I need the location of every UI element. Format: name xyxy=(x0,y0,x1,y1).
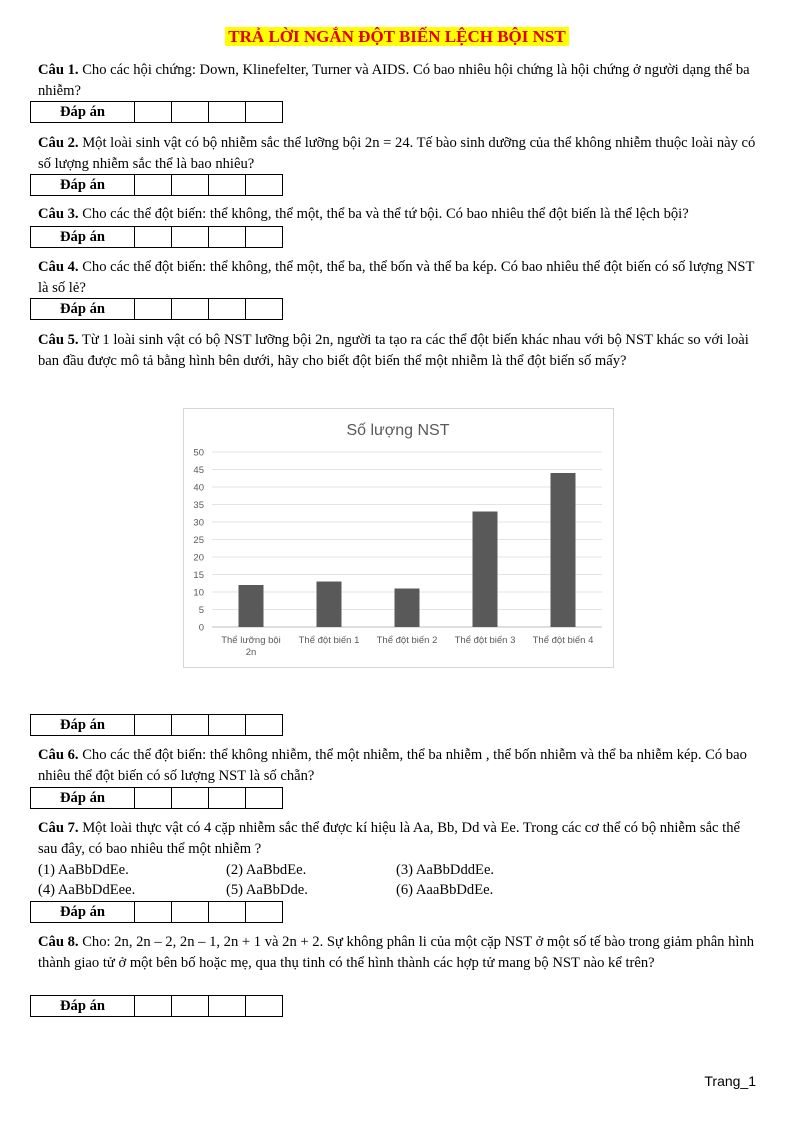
answer-cell[interactable] xyxy=(246,227,283,248)
page-title-wrap xyxy=(0,27,794,47)
option-5: (5) AaBbDde. xyxy=(226,882,308,898)
answer-cell[interactable] xyxy=(135,102,172,123)
bar xyxy=(395,589,420,628)
y-tick-label: 10 xyxy=(193,587,204,599)
answer-cell[interactable] xyxy=(172,102,209,123)
question-7 xyxy=(38,818,760,860)
answer-cell[interactable] xyxy=(246,902,283,923)
chart-title: Số lượng NST xyxy=(346,422,450,439)
y-tick-label: 5 xyxy=(198,605,204,616)
page-footer: Trang_1 xyxy=(704,1073,756,1089)
option-2: (2) AaBbdEe. xyxy=(226,862,307,878)
answer-label: Đáp án xyxy=(31,175,135,196)
option-6: (6) AaaBbDdEe. xyxy=(396,882,494,898)
answer-cell[interactable] xyxy=(172,788,209,809)
question-1 xyxy=(38,60,760,102)
question-number: Câu 3. xyxy=(38,206,79,222)
answer-cell[interactable] xyxy=(135,788,172,809)
answer-cell[interactable] xyxy=(209,715,246,736)
question-3 xyxy=(38,204,760,225)
y-tick-label: 20 xyxy=(193,552,204,564)
answer-cell[interactable] xyxy=(246,102,283,123)
answer-cell[interactable] xyxy=(246,788,283,809)
answer-cell[interactable] xyxy=(246,175,283,196)
y-tick-label: 45 xyxy=(193,465,204,476)
question-2 xyxy=(38,133,760,175)
answer-box-7 xyxy=(30,901,283,923)
option-3: (3) AaBbDddEe. xyxy=(396,862,495,878)
answer-cell[interactable] xyxy=(209,227,246,248)
question-4 xyxy=(38,257,760,299)
x-tick-label: Thể đột biến 1 xyxy=(298,635,360,646)
answer-cell[interactable] xyxy=(172,299,209,320)
answer-cell[interactable] xyxy=(172,902,209,923)
answer-label: Đáp án xyxy=(31,299,135,320)
y-tick-label: 50 xyxy=(193,447,204,459)
x-tick-label: Thể lưỡng bội 2n xyxy=(221,635,281,658)
answer-cell[interactable] xyxy=(209,902,246,923)
page-title: TRẢ LỜI NGẮN ĐỘT BIẾN LỆCH BỘI NST xyxy=(225,27,568,46)
question-8 xyxy=(38,932,760,974)
chromosome-count-chart xyxy=(183,408,614,668)
question-number: Câu 7. xyxy=(38,820,79,836)
question-text: Cho các thể đột biến: thể không, thể một, thể ba và thể tứ bội. Có bao nhiêu thể đột biến là thể lệch bội? xyxy=(78,206,689,222)
y-tick-label: 30 xyxy=(193,517,204,529)
question-number: Câu 6. xyxy=(38,747,79,763)
y-tick-label: 0 xyxy=(198,622,204,634)
bar xyxy=(473,512,498,628)
answer-cell[interactable] xyxy=(209,299,246,320)
answer-box-5 xyxy=(30,714,283,736)
y-tick-label: 25 xyxy=(193,535,204,546)
question-text: Cho các hội chứng: Down, Klinefelter, Turner và AIDS. Có bao nhiêu hội chứng là hội chứng ở người dạng thể ba nhiễm? xyxy=(38,62,750,99)
question-text: Một loài thực vật có 4 cặp nhiễm sắc thể được kí hiệu là Aa, Bb, Dd và Ee. Trong các cơ thể có bộ nhiễm sắc thể sau đây, có bao nhiêu thể một nhiễm ? xyxy=(38,820,740,857)
answer-box-6 xyxy=(30,787,283,809)
question-number: Câu 5. xyxy=(38,332,79,348)
answer-label: Đáp án xyxy=(31,996,135,1017)
answer-box-4 xyxy=(30,298,283,320)
answer-cell[interactable] xyxy=(135,996,172,1017)
question-number: Câu 2. xyxy=(38,135,79,151)
answer-box-8 xyxy=(30,995,283,1017)
answer-cell[interactable] xyxy=(246,715,283,736)
question-text: Cho: 2n, 2n – 2, 2n – 1, 2n + 1 và 2n + 2. Sự không phân li của một cặp NST ở một số tế bào trong giảm phân hình thành giao tử ở một bên bố hoặc mẹ, qua thụ tinh có thể hình thành các hợp tử mang bộ NST nào kể trên? xyxy=(38,934,755,971)
answer-cell[interactable] xyxy=(135,299,172,320)
question-number: Câu 4. xyxy=(38,259,79,275)
answer-cell[interactable] xyxy=(209,175,246,196)
answer-cell[interactable] xyxy=(135,902,172,923)
answer-cell[interactable] xyxy=(209,788,246,809)
answer-label: Đáp án xyxy=(31,902,135,923)
answer-cell[interactable] xyxy=(172,227,209,248)
question-text: Cho các thể đột biến: thể không nhiễm, thể một nhiễm, thể ba nhiễm , thể bốn nhiễm và thể ba nhiễm kép. Có bao nhiêu thể đột biến có số lượng NST là số chẵn? xyxy=(38,747,747,784)
question-text: Một loài sinh vật có bộ nhiễm sắc thể lưỡng bội 2n = 24. Tế bào sinh dưỡng của thể không nhiễm thuộc loài này có số lượng nhiễm sắc thể là bao nhiêu? xyxy=(38,135,756,172)
answer-cell[interactable] xyxy=(209,102,246,123)
answer-box-1 xyxy=(30,101,283,123)
bar xyxy=(239,585,264,627)
x-tick-label: Thể đột biến 2 xyxy=(376,635,438,646)
answer-cell[interactable] xyxy=(246,996,283,1017)
answer-label: Đáp án xyxy=(31,227,135,248)
x-tick-label: Thể đột biến 4 xyxy=(532,635,594,646)
y-tick-label: 35 xyxy=(193,500,204,511)
chart-svg xyxy=(184,409,613,667)
answer-box-2 xyxy=(30,174,283,196)
answer-cell[interactable] xyxy=(172,175,209,196)
bar xyxy=(551,473,576,627)
answer-cell[interactable] xyxy=(209,996,246,1017)
answer-label: Đáp án xyxy=(31,102,135,123)
question-5 xyxy=(38,330,760,372)
answer-box-3 xyxy=(30,226,283,248)
y-tick-label: 15 xyxy=(193,570,204,581)
answer-label: Đáp án xyxy=(31,715,135,736)
question-text: Từ 1 loài sinh vật có bộ NST lưỡng bội 2n, người ta tạo ra các thể đột biến khác nhau với bộ NST khác so với loài ban đầu được mô tả bằng hình bên dưới, hãy cho biết đột biến thể một nhiễm là thể đột biến số mấy? xyxy=(38,332,749,369)
answer-cell[interactable] xyxy=(135,715,172,736)
answer-cell[interactable] xyxy=(246,299,283,320)
answer-cell[interactable] xyxy=(172,996,209,1017)
option-4: (4) AaBbDdEee. xyxy=(38,882,136,898)
question-number: Câu 1. xyxy=(38,62,79,78)
answer-label: Đáp án xyxy=(31,788,135,809)
y-tick-label: 40 xyxy=(193,482,204,494)
option-1: (1) AaBbDdEe. xyxy=(38,862,129,878)
answer-cell[interactable] xyxy=(135,175,172,196)
question-number: Câu 8. xyxy=(38,934,79,950)
x-tick-label: Thể đột biến 3 xyxy=(454,635,516,646)
question-6 xyxy=(38,745,760,787)
answer-cell[interactable] xyxy=(135,227,172,248)
question-text: Cho các thể đột biến: thể không, thể một, thể ba, thể bốn và thể ba kép. Có bao nhiêu thể đột biến có số lượng NST là số lẻ? xyxy=(38,259,755,296)
bar xyxy=(317,582,342,628)
answer-cell[interactable] xyxy=(172,715,209,736)
